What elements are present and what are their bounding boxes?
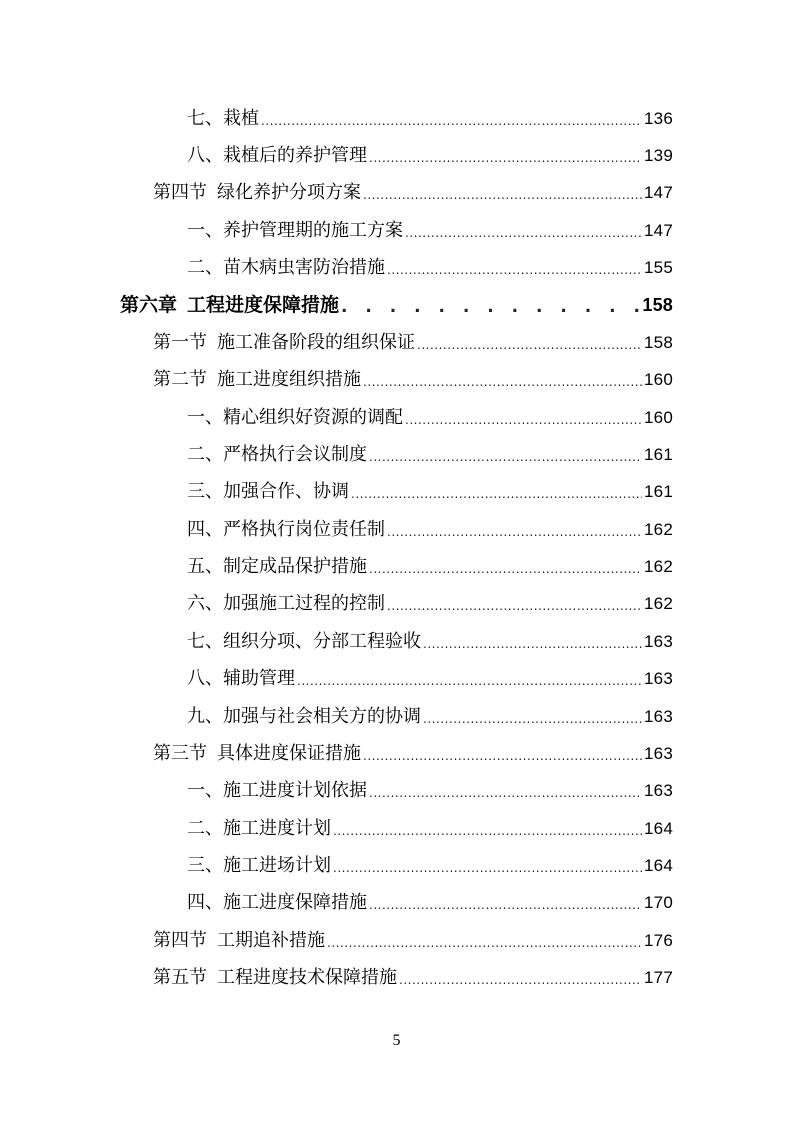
dot-leader <box>369 896 642 914</box>
dot-leader <box>363 186 642 204</box>
toc-entry[interactable] <box>187 102 673 130</box>
toc-entry[interactable] <box>187 401 673 429</box>
toc-entry[interactable] <box>187 625 673 653</box>
dot-leader <box>405 224 642 242</box>
toc-entry-title: 施工进度计划依据 <box>223 780 367 801</box>
toc-entry-page: 147 <box>644 221 673 240</box>
toc-entry-prefix: 一、 <box>187 220 223 241</box>
toc-entry[interactable] <box>153 176 673 204</box>
toc-entry-prefix: 第四节 <box>153 930 207 951</box>
toc-entry-page: 177 <box>644 968 673 987</box>
toc-entry-title: 施工进度计划 <box>223 818 331 839</box>
toc-entry-title: 栽植 <box>223 108 259 129</box>
toc-entry-title: 养护管理期的施工方案 <box>223 220 403 241</box>
toc-entry[interactable] <box>153 737 673 765</box>
toc-chapter-entry[interactable] <box>120 288 673 316</box>
toc-entry-title: 精心组织好资源的调配 <box>223 407 403 428</box>
toc-entry-page: 161 <box>644 445 673 464</box>
toc-entry-prefix: 五、 <box>187 556 223 577</box>
toc-entry-title: 严格执行岗位责任制 <box>223 519 385 540</box>
dot-leader <box>387 597 642 615</box>
toc-entry-page: 155 <box>644 258 673 277</box>
toc-entry-prefix: 四、 <box>187 519 223 540</box>
toc-entry-prefix: 第二节 <box>153 369 207 390</box>
toc-entry-prefix: 第一节 <box>153 332 207 353</box>
toc-entry[interactable] <box>187 475 673 503</box>
toc-entry-page: 158 <box>644 333 673 352</box>
toc-entry-page: 158 <box>642 295 673 315</box>
toc-entry[interactable] <box>187 513 673 541</box>
toc-entry-prefix: 三、 <box>187 481 223 502</box>
toc-entry-title: 严格执行会议制度 <box>223 444 367 465</box>
toc-entry-prefix: 一、 <box>187 780 223 801</box>
dot-leader <box>261 112 642 130</box>
toc-entry-page: 170 <box>644 893 673 912</box>
dot-leader <box>327 934 642 952</box>
toc-entry-title: 加强合作、协调 <box>223 481 349 502</box>
toc-entry[interactable] <box>187 251 673 279</box>
toc-entry-title: 具体进度保证措施 <box>217 743 361 764</box>
dot-leader <box>363 373 642 391</box>
toc-entry-title: 组织分项、分部工程验收 <box>223 631 421 652</box>
toc-entry[interactable] <box>187 812 673 840</box>
toc-entry-prefix: 三、 <box>187 855 223 876</box>
toc-entry-prefix: 七、 <box>187 631 223 652</box>
dot-leader <box>333 859 642 877</box>
toc-entry[interactable] <box>187 774 673 802</box>
toc-entry[interactable] <box>187 700 673 728</box>
toc-entry-title: 工期追补措施 <box>217 930 325 951</box>
toc-entry-title: 制定成品保护措施 <box>223 556 367 577</box>
toc-entry-prefix: 七、 <box>187 108 223 129</box>
page-number: 5 <box>392 1032 401 1049</box>
toc-entry[interactable] <box>187 550 673 578</box>
dot-leader <box>333 822 642 840</box>
toc-entry-prefix: 二、 <box>187 257 223 278</box>
toc-entry-prefix: 第六章 <box>120 294 178 316</box>
dot-leader <box>387 261 642 279</box>
dot-leader <box>405 411 642 429</box>
toc-entry-prefix: 第五节 <box>153 967 207 988</box>
toc-entry-page: 160 <box>644 408 673 427</box>
toc-entry-prefix: 四、 <box>187 892 223 913</box>
toc-entry-prefix: 二、 <box>187 818 223 839</box>
toc-entry-prefix: 二、 <box>187 444 223 465</box>
toc-entry-title: 加强与社会相关方的协调 <box>223 706 421 727</box>
toc-entry-page: 164 <box>644 819 673 838</box>
toc-entry-page: 163 <box>644 781 673 800</box>
toc-entry-title: 栽植后的养护管理 <box>223 145 367 166</box>
toc-entry[interactable] <box>187 438 673 466</box>
toc-entry[interactable] <box>187 849 673 877</box>
dot-leader <box>423 635 642 653</box>
toc-entry-title: 绿化养护分项方案 <box>217 182 361 203</box>
toc-entry-page: 147 <box>644 183 673 202</box>
toc-entry-prefix: 八、 <box>187 668 223 689</box>
toc-entry-title: 施工进度组织措施 <box>217 369 361 390</box>
toc-entry[interactable] <box>153 326 673 354</box>
dot-leader <box>341 298 640 316</box>
toc-entry-page: 163 <box>644 744 673 763</box>
dot-leader <box>297 672 642 690</box>
toc-entry-title: 苗木病虫害防治措施 <box>223 257 385 278</box>
toc-entry-page: 163 <box>644 669 673 688</box>
toc-entry-title: 工程进度技术保障措施 <box>217 967 397 988</box>
toc-entry-page: 162 <box>644 557 673 576</box>
dot-leader <box>399 971 642 989</box>
toc-entry[interactable] <box>187 587 673 615</box>
toc-entry[interactable] <box>187 886 673 914</box>
dot-leader <box>351 485 642 503</box>
toc-entry-page: 164 <box>644 856 673 875</box>
toc-entry-title: 施工进度保障措施 <box>223 892 367 913</box>
toc-entry-page: 136 <box>644 109 673 128</box>
dot-leader <box>369 448 642 466</box>
dot-leader <box>423 710 642 728</box>
toc-entry[interactable] <box>153 924 673 952</box>
toc-entry[interactable] <box>187 214 673 242</box>
toc-entry-page: 162 <box>644 520 673 539</box>
toc-entry-prefix: 八、 <box>187 145 223 166</box>
toc-entry-page: 162 <box>644 594 673 613</box>
toc-entry-prefix: 第三节 <box>153 743 207 764</box>
dot-leader <box>417 336 642 354</box>
toc-entry-prefix: 九、 <box>187 706 223 727</box>
toc-entry[interactable] <box>187 662 673 690</box>
toc-entry-title: 施工准备阶段的组织保证 <box>217 332 415 353</box>
dot-leader <box>369 784 642 802</box>
toc-entry-title: 辅助管理 <box>223 668 295 689</box>
toc-entry-title: 工程进度保障措施 <box>187 294 340 316</box>
toc-entry[interactable] <box>187 139 673 167</box>
dot-leader <box>363 747 642 765</box>
toc-entry[interactable] <box>153 961 673 989</box>
toc-entry-title: 施工进场计划 <box>223 855 331 876</box>
toc-entry-page: 163 <box>644 632 673 651</box>
dot-leader <box>387 523 642 541</box>
toc-entry-page: 176 <box>644 931 673 950</box>
dot-leader <box>369 149 642 167</box>
toc-entry-prefix: 六、 <box>187 593 223 614</box>
toc-entry-page: 139 <box>644 146 673 165</box>
toc-entry-prefix: 第四节 <box>153 182 207 203</box>
toc-entry-page: 163 <box>644 707 673 726</box>
toc-entry-prefix: 一、 <box>187 407 223 428</box>
toc-entry-page: 160 <box>644 370 673 389</box>
dot-leader <box>369 560 642 578</box>
toc-entry-title: 加强施工过程的控制 <box>223 593 385 614</box>
toc-entry-page: 161 <box>644 482 673 501</box>
toc-entry[interactable] <box>153 363 673 391</box>
